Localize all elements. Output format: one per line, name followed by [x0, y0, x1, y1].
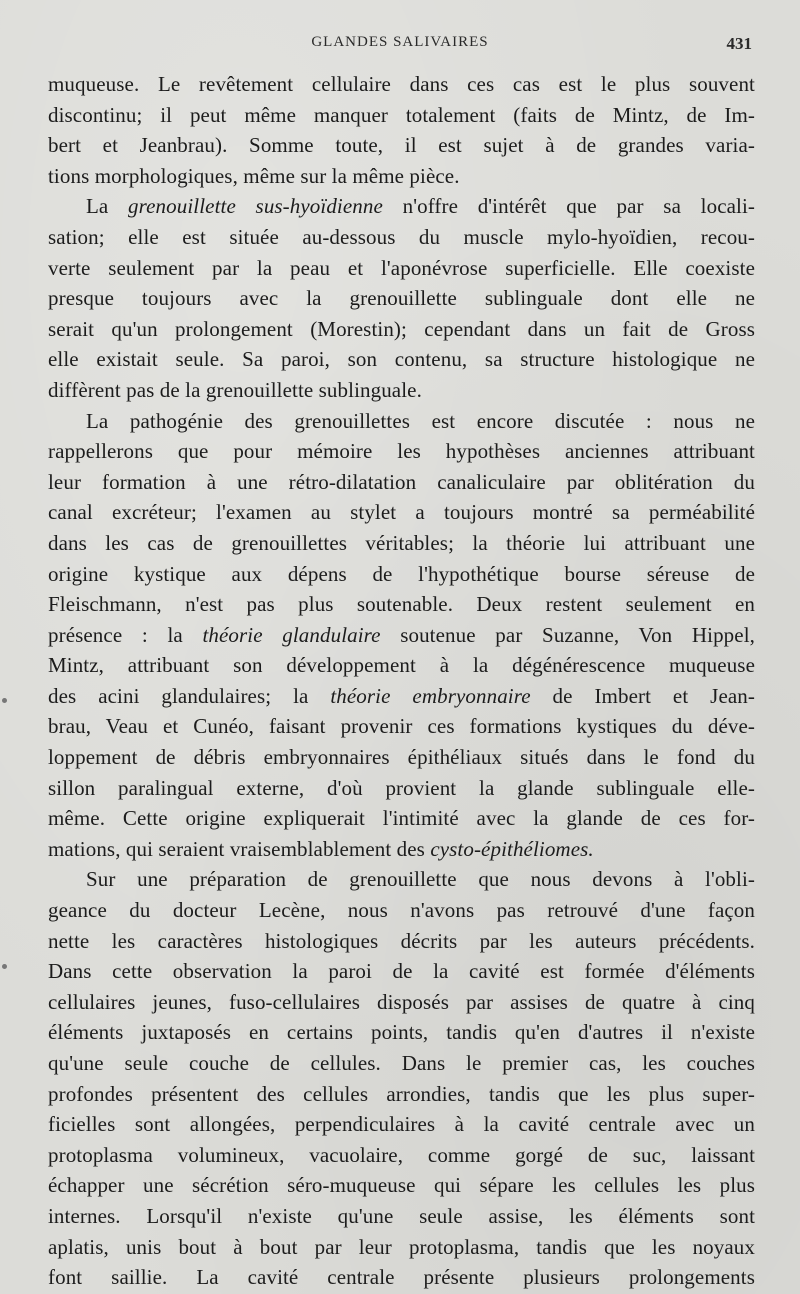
- text-line: [48, 314, 755, 345]
- text-line: [48, 834, 755, 865]
- text-line: [48, 528, 755, 559]
- text-run: éléments juxtaposés en certains points, tandis qu'en d'autres il n'existe: [48, 1020, 755, 1045]
- text-line: [48, 1079, 755, 1110]
- page-number: 431: [726, 34, 752, 53]
- text-run: présence : la: [48, 622, 203, 647]
- text-line: [48, 497, 755, 528]
- text-run: Dans cette observation la paroi de la cavité est formée d'éléments: [48, 959, 755, 984]
- italic-term: théorie embryonnaire: [330, 683, 531, 708]
- text-run: tions morphologiques, même sur la même pièce.: [48, 163, 460, 188]
- text-run: soutenue par Suzanne, Von Hippel,: [380, 622, 755, 647]
- text-line: [48, 130, 755, 161]
- text-run: mations, qui seraient vraisemblablement des: [48, 836, 431, 861]
- text-line: [48, 161, 755, 192]
- text-line: [48, 1017, 755, 1048]
- text-line: [48, 283, 755, 314]
- text-line: [48, 222, 755, 253]
- text-line: [48, 1232, 755, 1263]
- text-run: Fleischmann, n'est pas plus soutenable. Deux restent seulement en: [48, 592, 755, 617]
- text-line: [48, 1201, 755, 1232]
- text-run: diffèrent pas de la grenouillette sublinguale.: [48, 377, 422, 402]
- text-line: [48, 467, 755, 498]
- text-run: canal excréteur; l'examen au stylet a toujours montré sa perméabilité: [48, 500, 755, 525]
- margin-speck: [2, 698, 7, 703]
- text-run: Sur une préparation de grenouillette que nous devons à l'obli-: [86, 867, 755, 892]
- text-line: [48, 1262, 755, 1293]
- text-run: bert et Jeanbrau). Somme toute, il est sujet à de grandes varia-: [48, 133, 755, 158]
- text-run: La pathogénie des grenouillettes est encore discutée : nous ne: [86, 408, 755, 433]
- text-run: origine kystique aux dépens de l'hypothétique bourse séreuse de: [48, 561, 755, 586]
- text-run: protoplasma volumineux, vacuolaire, comme gorgé de suc, laissant: [48, 1142, 755, 1167]
- text-line: [48, 1170, 755, 1201]
- text-run: serait qu'un prolongement (Morestin); cependant dans un fait de Gross: [48, 316, 755, 341]
- italic-term: cysto-épithéliomes.: [430, 836, 594, 861]
- text-line: [48, 1048, 755, 1079]
- text-line: [48, 1140, 755, 1171]
- text-run: qu'une seule couche de cellules. Dans le premier cas, les couches: [48, 1051, 755, 1075]
- italic-term: grenouillette sus-hyoïdienne: [128, 194, 383, 219]
- text-run: cellulaires jeunes, fuso-cellulaires disposés par assises de quatre à cinq: [48, 989, 755, 1014]
- text-run: elle existait seule. Sa paroi, son contenu, sa structure histologique ne: [48, 347, 755, 372]
- margin-speck: [2, 964, 7, 969]
- text-line: [48, 803, 755, 834]
- text-line: [48, 253, 755, 284]
- text-run: échapper une sécrétion séro-muqueuse qui sépare les cellules les plus: [48, 1173, 755, 1198]
- text-line: [48, 589, 755, 620]
- text-run: de Imbert et Jean-: [530, 683, 755, 708]
- text-run: internes. Lorsqu'il n'existe qu'une seule assise, les éléments sont: [48, 1203, 755, 1228]
- text-run: sation; elle est située au-dessous du muscle mylo-hyoïdien, recou-: [48, 224, 755, 249]
- text-run: Mintz, attribuant son développement à la dégénérescence muqueuse: [48, 653, 755, 678]
- text-line: [48, 956, 755, 987]
- text-run: verte seulement par la peau et l'aponévrose superficielle. Elle coexiste: [48, 255, 755, 280]
- text-line: [48, 650, 755, 681]
- text-line: [48, 344, 755, 375]
- text-line: [48, 559, 755, 590]
- text-line: [48, 436, 755, 467]
- text-run: muqueuse. Le revêtement cellulaire dans ces cas est le plus souvent: [48, 72, 755, 96]
- text-line: [48, 69, 755, 100]
- text-run: dans les cas de grenouillettes véritables; la théorie lui attribuant une: [48, 530, 755, 555]
- text-run: geance du docteur Lecène, nous n'avons pas retrouvé d'une façon: [48, 898, 755, 923]
- body-text: [48, 69, 755, 1293]
- text-run: nette les caractères histologiques décrits par les auteurs précédents.: [48, 928, 755, 953]
- text-run: font saillie. La cavité centrale présente plusieurs prolongements: [48, 1265, 755, 1290]
- text-run: presque toujours avec la grenouillette sublinguale dont elle ne: [48, 286, 755, 311]
- text-run: La: [86, 194, 129, 219]
- text-run: ficielles sont allongées, perpendiculaires à la cavité centrale avec un: [48, 1112, 755, 1137]
- italic-term: théorie glandulaire: [202, 622, 381, 647]
- text-line: [48, 406, 755, 437]
- text-run: profondes présentent des cellules arrondies, tandis que les plus super-: [48, 1081, 755, 1106]
- text-run: des acini glandulaires; la: [48, 683, 331, 708]
- text-line: [48, 1109, 755, 1140]
- text-run: n'offre d'intérêt que par sa locali-: [382, 194, 756, 219]
- text-run: sillon paralingual externe, d'où provient la glande sublinguale elle-: [48, 775, 755, 800]
- text-run: brau, Veau et Cunéo, faisant provenir ces formations kystiques du déve-: [48, 714, 755, 739]
- text-line: [48, 742, 755, 773]
- text-run: même. Cette origine expliquerait l'intimité avec la glande de ces for-: [48, 806, 755, 831]
- text-line: [48, 895, 755, 926]
- text-run: leur formation à une rétro-dilatation canaliculaire par oblitération du: [48, 469, 755, 494]
- text-line: [48, 620, 755, 651]
- text-line: [48, 864, 755, 895]
- text-line: [48, 711, 755, 742]
- text-line: [48, 926, 755, 957]
- text-run: discontinu; il peut même manquer totalement (faits de Mintz, de Im-: [48, 102, 755, 127]
- text-run: loppement de débris embryonnaires épithéliaux situés dans le fond du: [48, 745, 755, 770]
- text-line: [48, 100, 755, 131]
- text-line: [48, 987, 755, 1018]
- text-line: [48, 191, 755, 222]
- text-line: [48, 681, 755, 712]
- running-title: GLANDES SALIVAIRES: [311, 34, 489, 50]
- text-line: [48, 773, 755, 804]
- text-run: rappellerons que pour mémoire les hypothèses anciennes attribuant: [48, 439, 755, 464]
- running-head: [48, 34, 752, 58]
- text-run: aplatis, unis bout à bout par leur protoplasma, tandis que les noyaux: [48, 1234, 755, 1259]
- text-line: [48, 375, 755, 406]
